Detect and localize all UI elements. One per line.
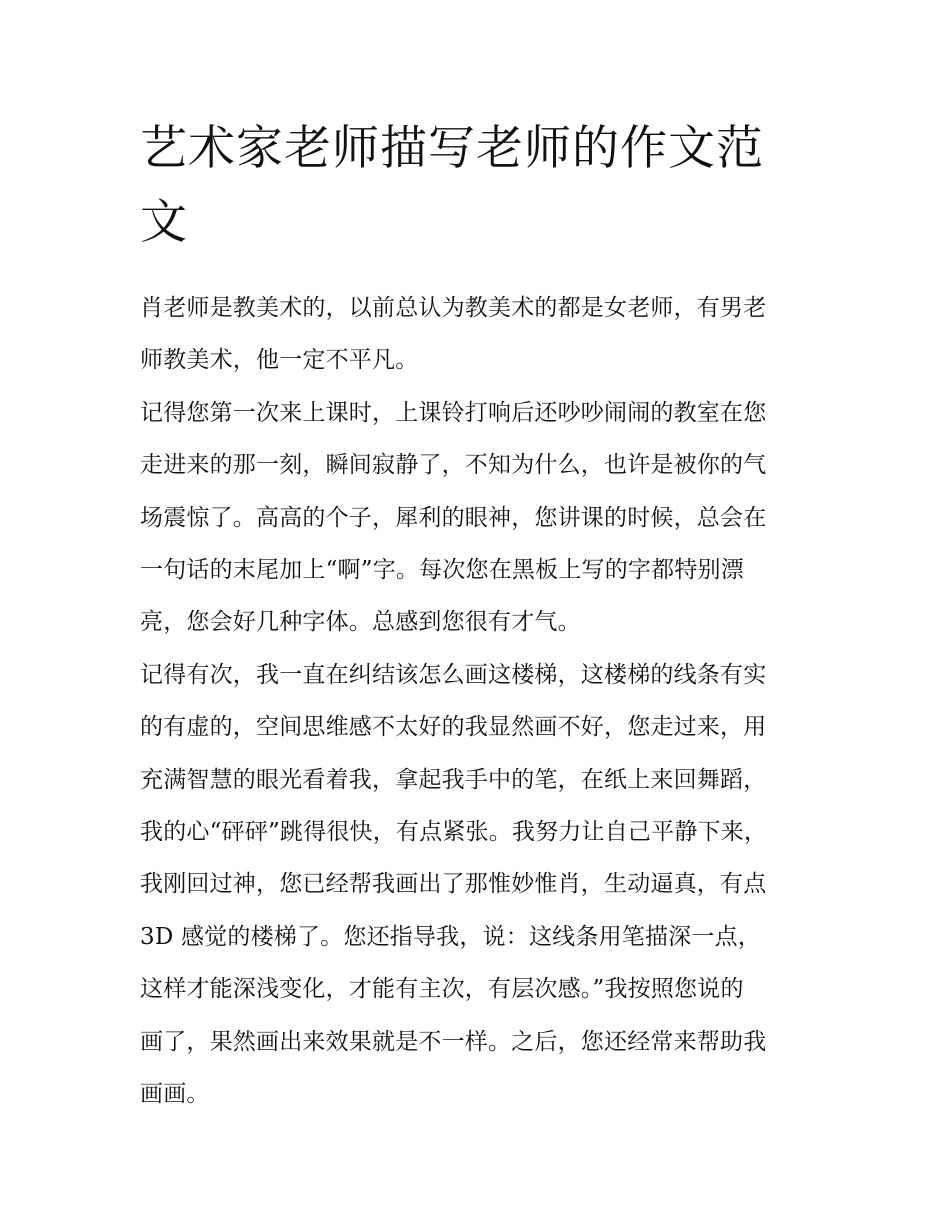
text-line: 记得有次，我一直在纠结该怎么画这楼梯，这楼梯的线条有实 bbox=[140, 661, 767, 688]
text-line: 画了，果然画出来效果就是不一样。之后，您还经常来帮助我 bbox=[140, 1028, 767, 1055]
text-line: 充满智慧的眼光看着我，拿起我手中的笔，在纸上来回舞蹈， bbox=[140, 766, 767, 793]
text-line: 记得您第一次来上课时，上课铃打响后还吵吵闹闹的教室在您 bbox=[140, 399, 767, 426]
text-line: 我的心“砰砰”跳得很快，有点紧张。我努力让自己平静下来， bbox=[140, 819, 768, 846]
paragraph-3 bbox=[140, 649, 820, 1121]
text-line: 画画。 bbox=[140, 1081, 210, 1108]
text-line: 师教美术，他一定不平凡。 bbox=[140, 347, 419, 374]
text-line: 走进来的那一刻，瞬间寂静了，不知为什么，也许是被你的气 bbox=[140, 452, 767, 479]
document-body bbox=[140, 282, 820, 1121]
paragraph-2 bbox=[140, 387, 820, 649]
text-line: 我刚回过神，您已经帮我画出了那惟妙惟肖，生动逼真，有点 bbox=[140, 871, 767, 898]
text-line: 的有虚的，空间思维感不太好的我显然画不好，您走过来，用 bbox=[140, 714, 767, 741]
text-line: 肖老师是教美术的，以前总认为教美术的都是女老师，有男老 bbox=[140, 295, 767, 321]
document-title: 艺术家老师描写老师的作文范文 bbox=[140, 121, 764, 250]
document-page bbox=[140, 112, 820, 1121]
text-line: 3D 感觉的楼梯了。您还指导我，说：这线条用笔描深一点， bbox=[140, 923, 761, 950]
text-line: 这样才能深浅变化，才能有主次，有层次感。”我按照您说的 bbox=[140, 976, 744, 1003]
text-line: 一句话的末尾加上“啊”字。每次您在黑板上写的字都特别漂 bbox=[140, 557, 744, 584]
text-line: 亮，您会好几种字体。总感到您很有才气。 bbox=[140, 609, 581, 636]
paragraph-1 bbox=[140, 282, 820, 387]
text-line: 场震惊了。高高的个子，犀利的眼神，您讲课的时候，总会在 bbox=[140, 504, 767, 531]
